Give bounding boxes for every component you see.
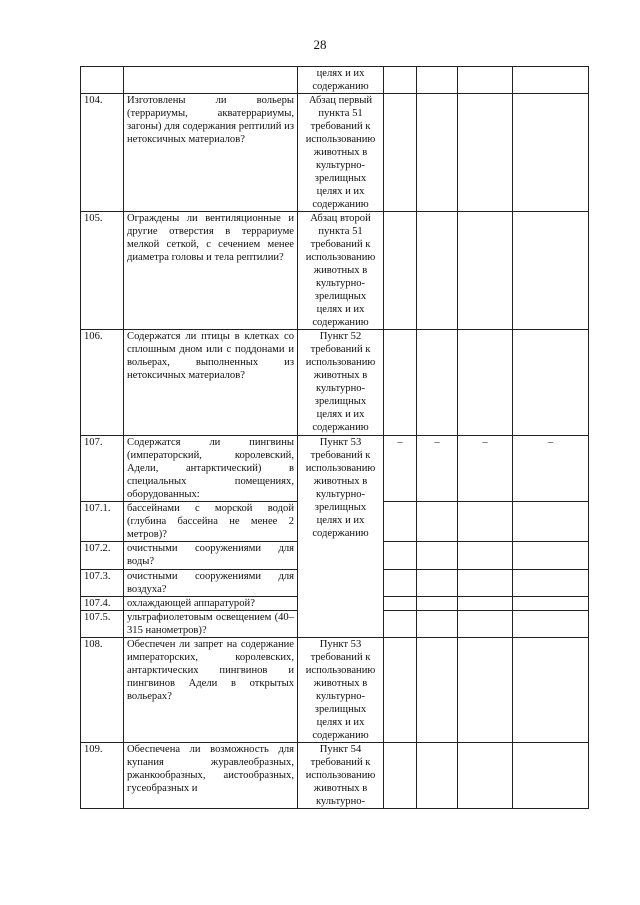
row-number: 107.4. (81, 597, 124, 611)
answer-na-cell: – (458, 436, 513, 502)
answer-yes-cell[interactable] (384, 611, 417, 638)
answer-na-cell[interactable] (458, 597, 513, 611)
answer-no-cell[interactable] (417, 570, 458, 597)
answer-note-cell[interactable] (513, 212, 589, 330)
answer-no-cell[interactable] (417, 94, 458, 212)
page-number: 28 (313, 37, 327, 52)
question-cell: ультрафиолетовым освещением (40–315 нанометров)? (124, 611, 298, 638)
answer-na-cell[interactable] (458, 330, 513, 436)
answer-note-cell[interactable] (513, 542, 589, 570)
table-row (81, 94, 589, 212)
answer-yes-cell[interactable] (384, 542, 417, 570)
row-number: 105. (81, 212, 124, 330)
answer-na-cell[interactable] (458, 638, 513, 743)
table-row (81, 212, 589, 330)
answer-na-cell[interactable] (458, 542, 513, 570)
answer-note-cell: – (513, 436, 589, 502)
checklist-table (80, 66, 589, 809)
answer-no-cell[interactable] (417, 743, 458, 809)
table-row (81, 638, 589, 743)
answer-note-cell[interactable] (513, 570, 589, 597)
table-row (81, 67, 589, 94)
question-cell: Содержатся ли птицы в клетках со сплошным дном или с поддонами и вольерах, выполненных из нетоксичных материалов? (124, 330, 298, 436)
row-number: 107. (81, 436, 124, 502)
answer-na-cell[interactable] (458, 94, 513, 212)
question-cell: охлаждающей аппаратурой? (124, 597, 298, 611)
answer-yes-cell[interactable] (384, 638, 417, 743)
answer-na-cell[interactable] (458, 570, 513, 597)
answer-yes-cell[interactable] (384, 570, 417, 597)
answer-no-cell[interactable] (417, 330, 458, 436)
answer-na-cell[interactable] (458, 502, 513, 542)
row-number: 107.5. (81, 611, 124, 638)
question-cell: Обеспечена ли возможность для купания журавлеобразных, ржанкообразных, аистообразных, гусеобразных и (124, 743, 298, 809)
table-row (81, 743, 589, 809)
question-cell: Изготовлены ли вольеры (террариумы, акватеррариумы, загоны) для содержания рептилий из нетоксичных материалов? (124, 94, 298, 212)
question-cell: Ограждены ли вентиляционные и другие отверстия в террариуме мелкой сеткой, с сечением менее диаметра головы и тела рептилии? (124, 212, 298, 330)
reference-cell: Пункт 52 требований к использованию животных в культурно-зрелищных целях и их содержанию (298, 330, 384, 436)
reference-cell: Пункт 53 требований к использованию животных в культурно-зрелищных целях и их содержанию (298, 436, 384, 638)
reference-cell: Пункт 54 требований к использованию животных в культурно- (298, 743, 384, 809)
answer-note-cell[interactable] (513, 67, 589, 94)
answer-yes-cell[interactable] (384, 597, 417, 611)
row-number: 107.2. (81, 542, 124, 570)
answer-yes-cell[interactable] (384, 743, 417, 809)
question-cell: очистными сооружениями для воздуха? (124, 570, 298, 597)
answer-na-cell[interactable] (458, 611, 513, 638)
answer-yes-cell[interactable] (384, 502, 417, 542)
answer-yes-cell[interactable] (384, 67, 417, 94)
answer-yes-cell[interactable] (384, 94, 417, 212)
answer-no-cell[interactable] (417, 542, 458, 570)
row-number: 107.3. (81, 570, 124, 597)
answer-yes-cell: – (384, 436, 417, 502)
answer-no-cell: – (417, 436, 458, 502)
answer-note-cell[interactable] (513, 743, 589, 809)
reference-cell: целях и их содержанию (298, 67, 384, 94)
answer-yes-cell[interactable] (384, 330, 417, 436)
answer-note-cell[interactable] (513, 502, 589, 542)
question-cell: очистными сооружениями для воды? (124, 542, 298, 570)
answer-no-cell[interactable] (417, 67, 458, 94)
row-number: 108. (81, 638, 124, 743)
answer-note-cell[interactable] (513, 611, 589, 638)
answer-note-cell[interactable] (513, 638, 589, 743)
table-row (81, 330, 589, 436)
row-number: 109. (81, 743, 124, 809)
row-number: 104. (81, 94, 124, 212)
reference-cell: Абзац второй пункта 51 требований к использованию животных в культурно-зрелищных целях и их содержанию (298, 212, 384, 330)
answer-no-cell[interactable] (417, 502, 458, 542)
answer-na-cell[interactable] (458, 67, 513, 94)
question-cell: бассейнами с морской водой (глубина бассейна не менее 2 метров)? (124, 502, 298, 542)
answer-no-cell[interactable] (417, 597, 458, 611)
row-number: 107.1. (81, 502, 124, 542)
answer-note-cell[interactable] (513, 330, 589, 436)
answer-na-cell[interactable] (458, 743, 513, 809)
answer-no-cell[interactable] (417, 611, 458, 638)
answer-yes-cell[interactable] (384, 212, 417, 330)
answer-no-cell[interactable] (417, 212, 458, 330)
row-number (81, 67, 124, 94)
reference-cell: Пункт 53 требований к использованию животных в культурно-зрелищных целях и их содержанию (298, 638, 384, 743)
question-cell: Содержатся ли пингвины (императорский, королевский, Адели, антарктический) в специальных помещениях, оборудованных: (124, 436, 298, 502)
table-row (81, 436, 589, 502)
answer-note-cell[interactable] (513, 597, 589, 611)
question-cell: Обеспечен ли запрет на содержание императорских, королевских, антарктических пингвинов и пингвинов Адели в открытых вольерах? (124, 638, 298, 743)
answer-note-cell[interactable] (513, 94, 589, 212)
question-cell (124, 67, 298, 94)
row-number: 106. (81, 330, 124, 436)
answer-na-cell[interactable] (458, 212, 513, 330)
reference-cell: Абзац первый пункта 51 требований к использованию животных в культурно-зрелищных целях и их содержанию (298, 94, 384, 212)
answer-no-cell[interactable] (417, 638, 458, 743)
